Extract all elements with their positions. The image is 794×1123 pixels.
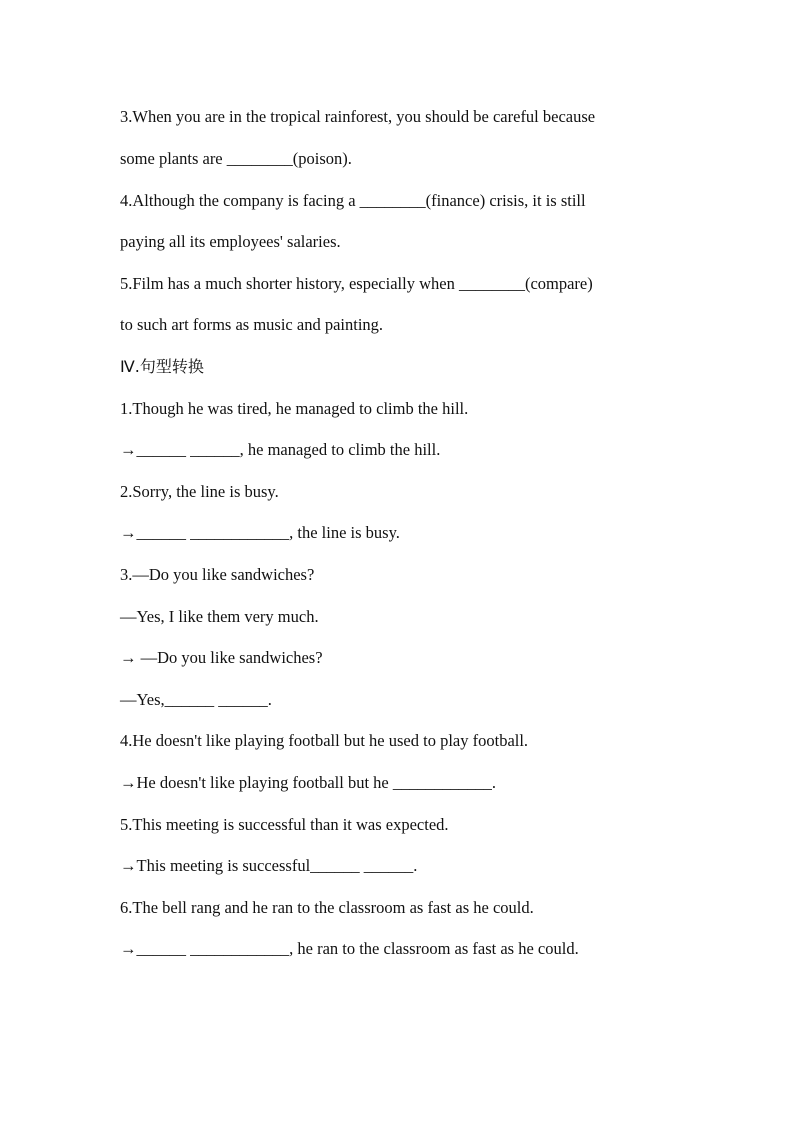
exercise-line-s4b: →He doesn't like playing football but he ____________. bbox=[120, 773, 497, 792]
exercise-line-s1a: 1.Though he was tired, he managed to climb the hill. bbox=[120, 399, 469, 418]
exercise-line-q4a: 4.Although the company is facing a ________(finance) crisis, it is still bbox=[120, 191, 586, 210]
exercise-line-q5b: to such art forms as music and painting. bbox=[120, 315, 384, 334]
exercise-line-s6a: 6.The bell rang and he ran to the classroom as fast as he could. bbox=[120, 898, 534, 917]
exercise-line-s1b: →______ ______, he managed to climb the hill. bbox=[120, 440, 441, 459]
exercise-line-q3b: some plants are ________(poison). bbox=[120, 149, 352, 168]
exercise-line-s3a: 3.—Do you like sandwiches? bbox=[120, 565, 315, 584]
section-heading: Ⅳ.句型转换 bbox=[120, 357, 204, 376]
exercise-line-s5b: →This meeting is successful______ ______. bbox=[120, 856, 418, 875]
exercise-line-q3a: 3.When you are in the tropical rainforest, you should be careful because bbox=[120, 107, 596, 126]
exercise-line-s6b: →______ ____________, he ran to the classroom as fast as he could. bbox=[120, 939, 579, 958]
exercise-line-s3b: —Yes, I like them very much. bbox=[120, 607, 319, 626]
exercise-line-s2a: 2.Sorry, the line is busy. bbox=[120, 482, 279, 501]
exercise-line-s4a: 4.He doesn't like playing football but he used to play football. bbox=[120, 731, 529, 750]
exercise-line-q5a: 5.Film has a much shorter history, especially when ________(compare) bbox=[120, 274, 593, 293]
exercise-line-s3d: —Yes,______ ______. bbox=[120, 690, 272, 709]
exercise-line-s3c: → —Do you like sandwiches? bbox=[120, 648, 323, 667]
exercise-line-s5a: 5.This meeting is successful than it was expected. bbox=[120, 815, 449, 834]
exercise-line-q4b: paying all its employees' salaries. bbox=[120, 232, 341, 251]
exercise-line-s2b: →______ ____________, the line is busy. bbox=[120, 523, 400, 542]
